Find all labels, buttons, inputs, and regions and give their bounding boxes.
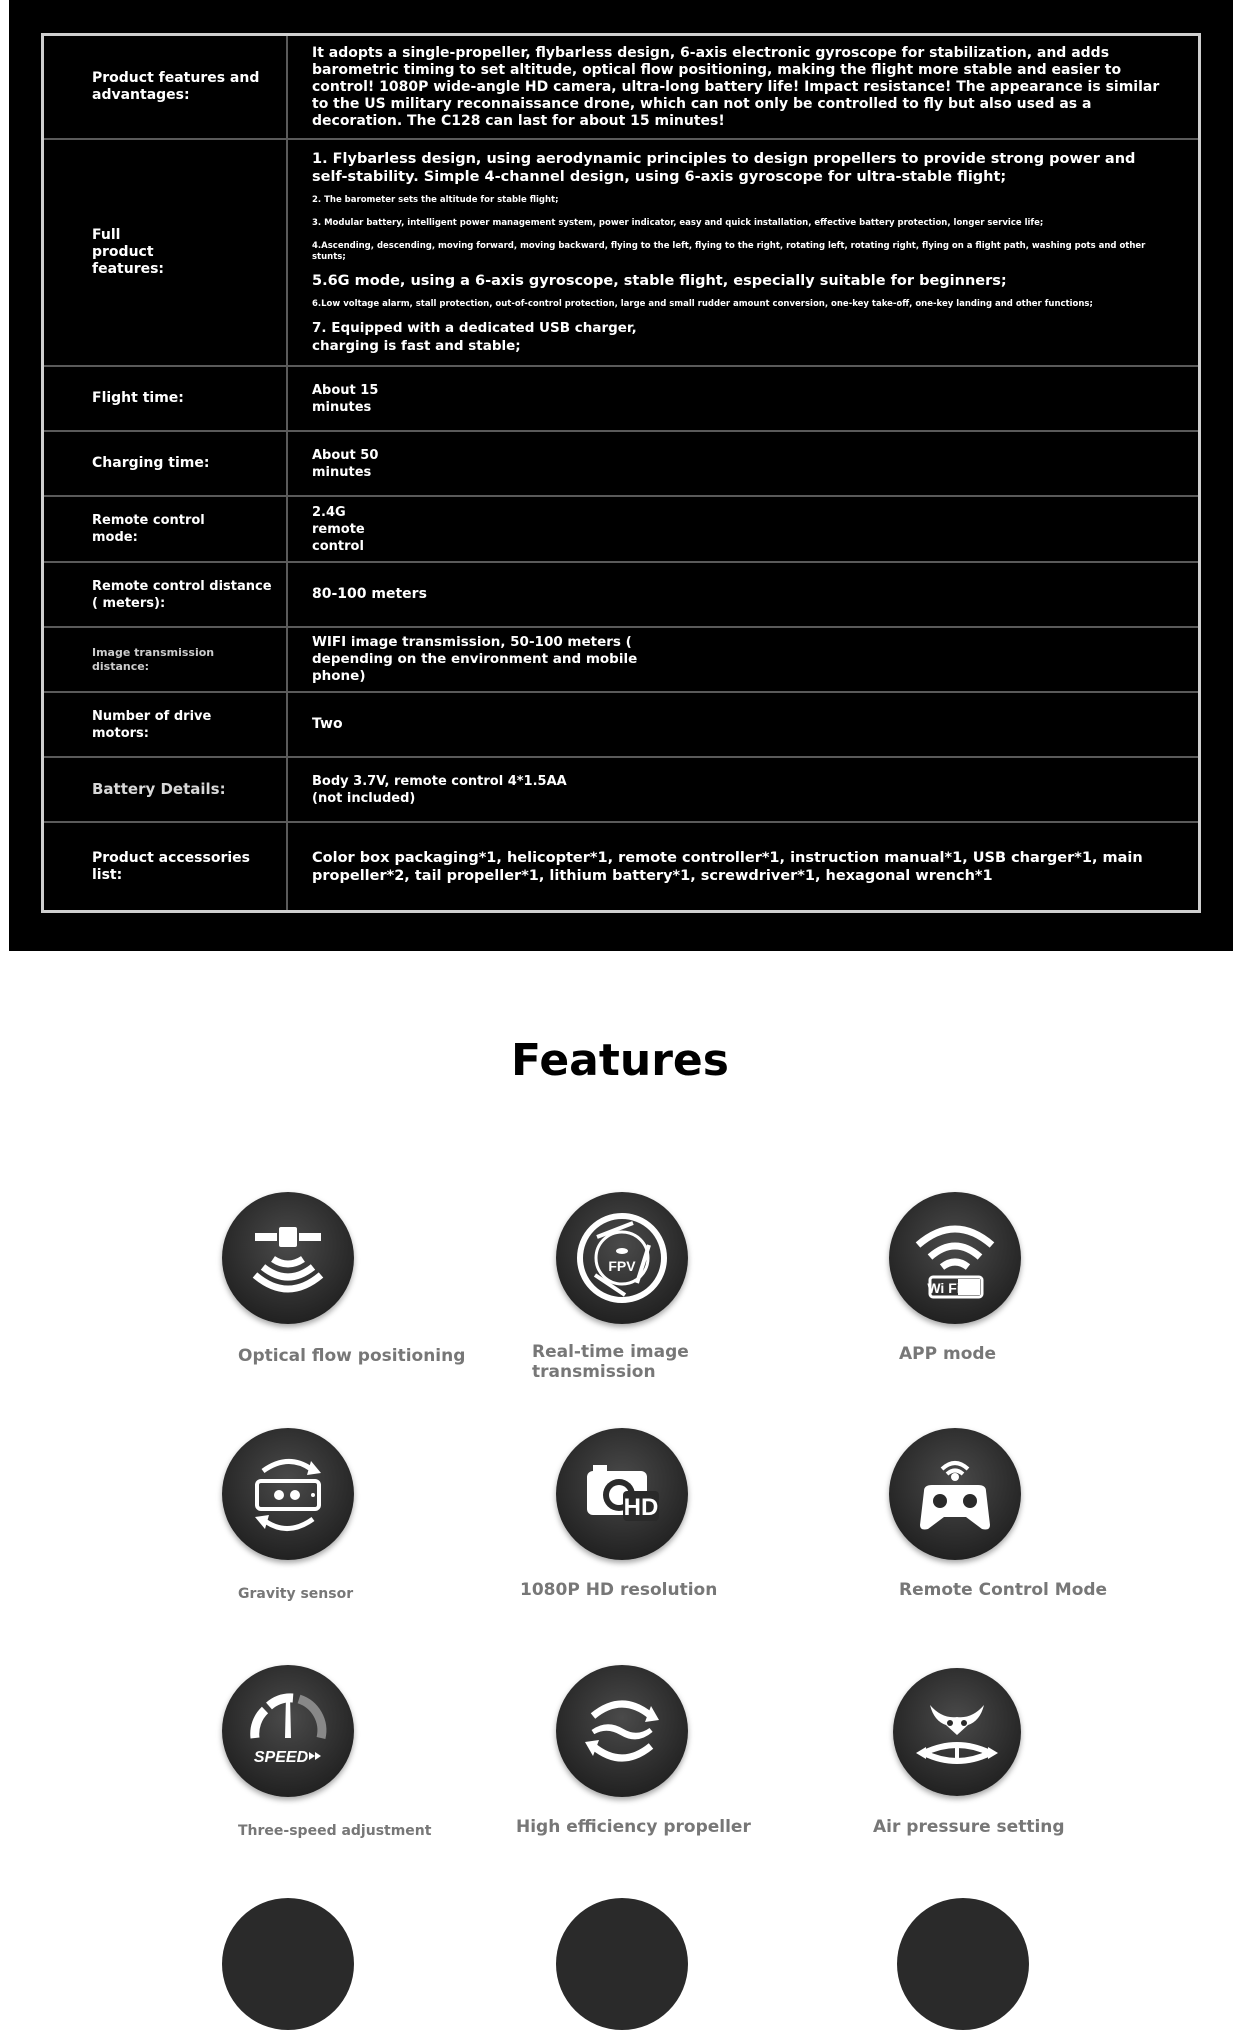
feature-line-5: 5.6G mode, using a 6-axis gyroscope, stable flight, especially suitable for beginners; [312, 273, 1007, 289]
spec-label: Flight time: [44, 367, 288, 430]
wifi-icon-text: Wi Fi [927, 1280, 961, 1296]
feature-label: 1080P HD resolution [520, 1580, 718, 1600]
feature-label: Air pressure setting [873, 1817, 1065, 1837]
remote-control-icon [889, 1428, 1021, 1560]
spec-row-remote-distance [44, 563, 1198, 628]
spec-label: Full product features: [44, 140, 288, 365]
feature-line-4: 4.Ascending, descending, moving forward, moving backward, flying to the left, flying to the right, rotating left, rotating right, flying on a flight path, washing pots and other stunts; [312, 241, 1146, 262]
hd-camera-icon [556, 1428, 688, 1560]
spec-label: Image transmission distance: [92, 645, 215, 673]
features-title: Features [511, 1035, 729, 1086]
spec-row-accessories [44, 823, 1198, 910]
feature-label: Three-speed adjustment [238, 1823, 432, 1839]
feature-line-2: 2. The barometer sets the altitude for stable flight; [312, 195, 559, 205]
spec-label: Product features and advantages: [44, 36, 288, 138]
feature-label: Optical flow positioning [238, 1346, 466, 1366]
feature-line-6: 6.Low voltage alarm, stall protection, out-of-control protection, large and small rudder amount conversion, one-key take-off, one-key landing and other functions; [312, 299, 1093, 309]
feature-label: APP mode [899, 1344, 997, 1364]
spec-row-image-transmission [44, 628, 1198, 693]
feature-line-7: 7. Equipped with a dedicated USB charger, charging is fast and stable; [312, 320, 637, 354]
feature-label: Remote Control Mode [899, 1580, 1108, 1600]
spec-value: It adopts a single-propeller, flybarless design, 6-axis electronic gyroscope for stabilization, and adds barometric timing to set altitude, optical flow positioning, making the flight more stable and easier to control! 1080P wide-angle HD camera, ultra-long battery life! Impact resistance! The appearance is similar to the US military reconnaissance drone, which can not only be controlled to fly but also used as a decoration. The C128 can last for about 15 minutes! [312, 44, 1160, 129]
fpv-icon-text: FPV [608, 1258, 636, 1274]
gravity-sensor-icon [222, 1428, 354, 1560]
feature-icon-partial [222, 1898, 354, 2030]
spec-row-charging-time [44, 432, 1198, 497]
spec-row-battery [44, 758, 1198, 823]
spec-label: Battery Details: [44, 758, 288, 821]
wifi-icon [889, 1192, 1021, 1324]
feature-line-1: 1. Flybarless design, using aerodynamic principles to design propellers to provide strong power and self-stability. Simple 4-channel design, using 6-axis gyroscope for ultra-stable flight; [312, 151, 1136, 185]
spec-row-motors [44, 693, 1198, 758]
feature-label: Gravity sensor [238, 1586, 354, 1602]
feature-line-3: 3. Modular battery, intelligent power management system, power indicator, easy and quick installation, effective battery protection, longer service life; [312, 218, 1044, 228]
spec-value: WIFI image transmission, 50-100 meters ( depending on the environment and mobile phone) [312, 634, 638, 684]
feature-label: Real-time image transmission [532, 1342, 689, 1382]
spec-value: About 15 minutes [312, 382, 379, 415]
spec-row-advantages [44, 36, 1198, 140]
spec-row-flight-time [44, 367, 1198, 432]
speed-gauge-icon [222, 1665, 354, 1797]
spec-value: 2.4G remote control [312, 504, 365, 554]
spec-label: Charging time: [44, 432, 288, 495]
spec-value-features [288, 140, 1198, 365]
feature-label: High efficiency propeller [516, 1817, 751, 1837]
feature-icon-partial [556, 1898, 688, 2030]
optical-flow-icon [222, 1192, 354, 1324]
fpv-camera-icon [556, 1192, 688, 1324]
speed-icon-text: SPEED [253, 1749, 309, 1766]
spec-value: Body 3.7V, remote control 4*1.5AA (not included) [312, 773, 567, 806]
spec-value: 80-100 meters [312, 586, 427, 602]
spec-label: Remote control mode: [92, 513, 205, 545]
spec-value: About 50 minutes [312, 447, 379, 480]
spec-value: Two [312, 716, 343, 732]
propeller-icon [556, 1665, 688, 1797]
spec-row-remote-mode [44, 497, 1198, 563]
spec-row-features [44, 140, 1198, 367]
spec-value: Color box packaging*1, helicopter*1, remote controller*1, instruction manual*1, USB charger*1, main propeller*2, tail propeller*1, lithium battery*1, screwdriver*1, hexagonal wrench*1 [312, 849, 1143, 884]
spec-label: Number of drive motors: [44, 693, 288, 756]
feature-icon-partial [897, 1898, 1029, 2030]
spec-label: Product accessories list: [44, 823, 288, 910]
spec-table [41, 33, 1201, 913]
spec-section [9, 0, 1233, 951]
air-pressure-icon [893, 1668, 1021, 1796]
spec-label: Remote control distance ( meters): [44, 563, 288, 626]
hd-icon-text: HD [623, 1494, 659, 1521]
